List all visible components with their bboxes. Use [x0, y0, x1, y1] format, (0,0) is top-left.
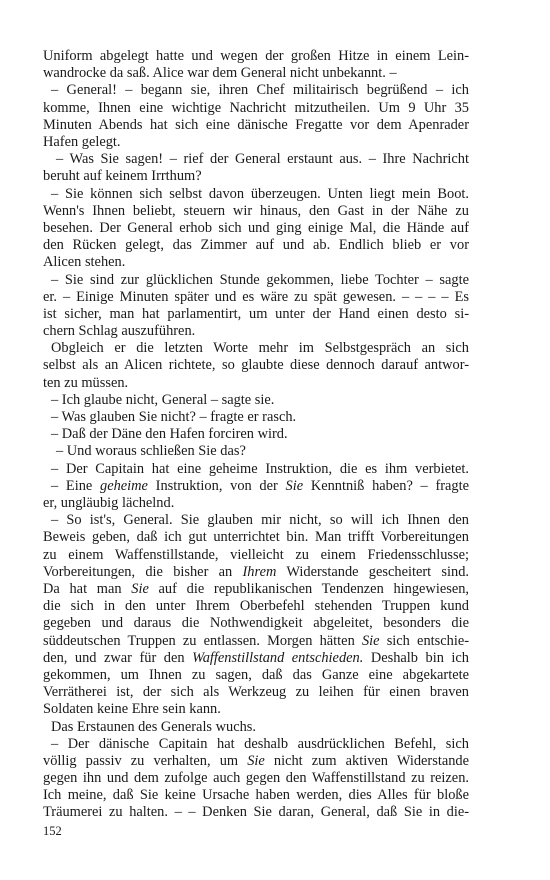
text-line: die sich in den unter Ihrem Oberbefehl stehenden Truppen kund: [43, 598, 469, 615]
text-line: – Daß der Däne den Hafen forciren wird.: [51, 426, 288, 443]
text-line: Uniform abgelegt hatte und wegen der großen Hitze in einem Lein-: [43, 48, 469, 64]
text-line: – Eine geheime Instruktion, von der Sie Kenntniß haben? – fragte: [51, 477, 469, 494]
text-line: süddeutschen Truppen zu entlassen. Morgen hätten Sie sich entschie-: [43, 632, 469, 649]
text-line: Minuten Abends hat sich eine dänische Fregatte vor dem Apenrader: [43, 116, 469, 133]
text-line: gegeben und daraus die Nothwendigkeit abgeleitet, besonders die: [43, 615, 469, 632]
text-line: – So ist's, General. Sie glauben mir nicht, so will ich Ihnen den: [51, 512, 469, 529]
text-line: – Sie können sich selbst davon überzeugen. Unten liegt mein Boot.: [51, 185, 469, 202]
text-line: Da hat man Sie auf die republikanischen Tendenzen hingewiesen,: [43, 580, 469, 597]
text-line: – Der Capitain hat eine geheime Instruktion, die es ihm verbietet.: [51, 460, 469, 477]
text-line: – Und woraus schließen Sie das?: [56, 443, 246, 460]
text-line: Wenn's Ihnen beliebt, steuern wir hinaus, den Gast in der Nähe zu: [43, 202, 469, 219]
text-line: er, ungläubig lächelnd.: [43, 495, 175, 512]
text-line: Verrätherei ist, der sich als Werkzeug zu leihen für einen braven: [43, 684, 469, 701]
text-line: Obgleich er die letzten Worte mehr im Selbstgespräch an sich: [51, 340, 469, 357]
text-line: gegen ihn und dem zufolge auch gegen den Waffenstillstand zu reizen.: [43, 770, 469, 787]
text-line: völlig passiv zu verhalten, um Sie nicht zum aktiven Widerstande: [43, 752, 469, 769]
text-line: – Was glauben Sie nicht? – fragte er rasch.: [51, 409, 297, 426]
text-line: er. – Einige Minuten später und es wäre zu spät gewesen. – – – – Es: [43, 288, 469, 305]
text-line: chern Schlag auszuführen.: [43, 323, 196, 340]
page-number: 152: [43, 824, 62, 838]
text-line: selbst als an Alicen richtete, so glaubte diese dennoch darauf antwor-: [43, 357, 469, 374]
text-line: Alicen stehen.: [43, 254, 126, 271]
text-line: besehen. Der General erhob sich und ging einige Mal, die Hände auf: [43, 219, 469, 236]
text-line: Hafen gelegt.: [43, 133, 121, 150]
text-line: – Sie sind zur glücklichen Stunde gekommen, liebe Tochter – sagte: [51, 271, 469, 288]
text-line: wandrocke da saß. Alice war dem General nicht unbekannt. –: [43, 65, 397, 82]
text-line: Ich meine, daß Sie keine Ursache haben werden, dies Alles für bloße: [43, 787, 469, 804]
text-line: beruht auf keinem Irrthum?: [43, 168, 202, 185]
text-line: – Was Sie sagen! – rief der General erstaunt aus. – Ihre Nachricht: [56, 151, 469, 168]
text-line: – Der dänische Capitain hat deshalb ausdrücklichen Befehl, sich: [51, 735, 469, 752]
text-line: ist sicher, man hat parlamentirt, um unter der Hand einen desto si-: [43, 305, 469, 322]
text-line: komme, Ihnen eine wichtige Nachricht mitzutheilen. Um 9 Uhr 35: [43, 99, 469, 116]
text-line: den, und zwar für den Waffenstillstand entschieden. Deshalb bin ich: [43, 649, 469, 666]
body-text: [43, 48, 469, 822]
text-line: – General! – begann sie, ihren Chef militairisch begrüßend – ich: [51, 82, 469, 99]
text-line: Träumerei zu halten. – – Denken Sie daran, General, daß Sie in die-: [43, 804, 469, 821]
text-line: – Ich glaube nicht, General – sagte sie.: [51, 391, 275, 408]
text-line: Beweis geben, daß ich gut unterrichtet bin. Man trifft Vorbereitungen: [43, 529, 469, 546]
text-line: Das Erstaunen des Generals wuchs.: [51, 718, 257, 735]
text-line: ten zu müssen.: [43, 374, 129, 391]
text-line: zu einem Waffenstillstande, vielleicht zu einem Friedensschlusse;: [43, 546, 469, 563]
text-line: Soldaten keine Ehre sein kann.: [43, 701, 221, 718]
text-line: gekommen, um Ihnen zu sagen, daß das Ganze eine abgekartete: [43, 666, 469, 683]
text-line: Vorbereitungen, die bisher an Ihrem Widerstande gescheitert sind.: [43, 563, 469, 580]
text-line: den Rücken gelegt, das Zimmer auf und ab. Endlich blieb er vor: [43, 237, 469, 254]
